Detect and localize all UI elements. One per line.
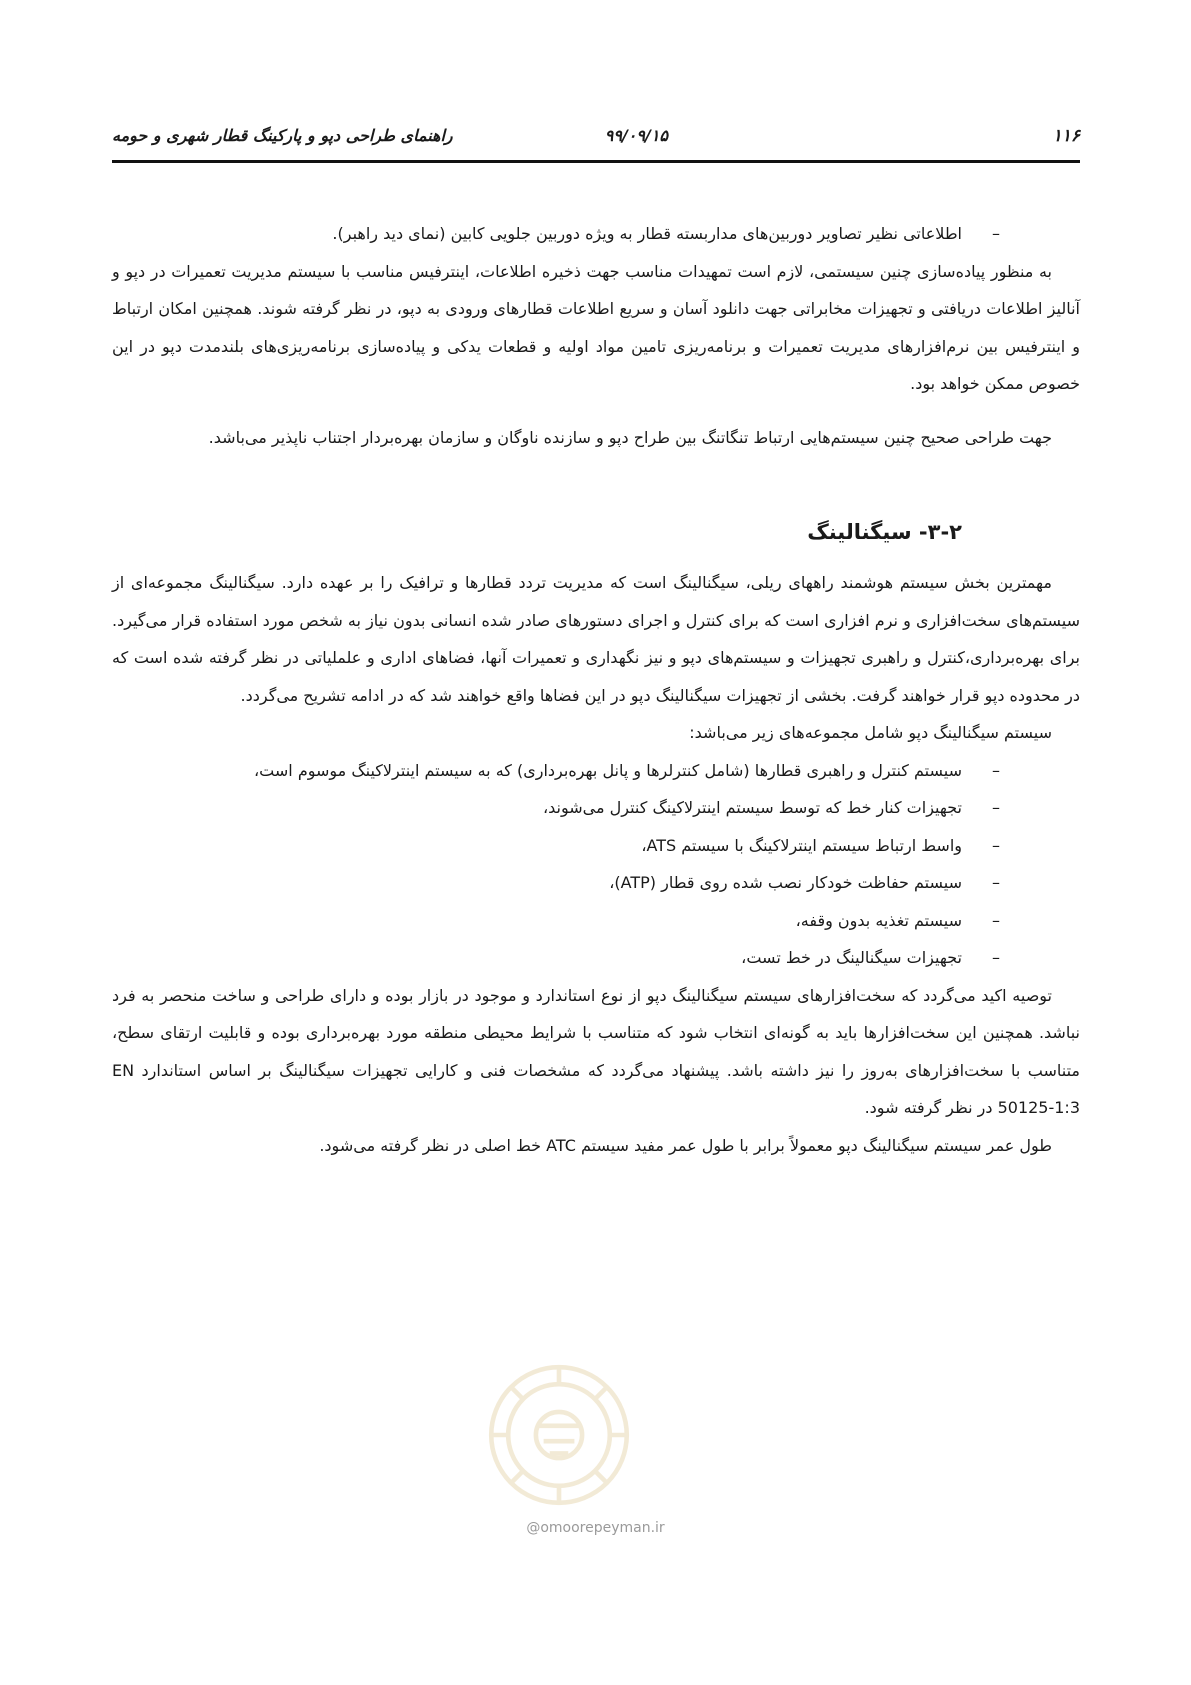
paragraph: جهت طراحی صحیح چنین سیستم‌هایی ارتباط تنگاتنگ بین طراح دپو و سازنده ناوگان و سازمان بهره‌بردار اجتناب ناپذیر می‌باشد.: [208, 427, 1052, 447]
list-item: [112, 215, 1080, 253]
document-title: راهنمای طراحی دپو و پارکینگ قطار شهری و حومه: [112, 126, 453, 145]
bullet-dash: –: [992, 873, 1000, 892]
list-item-text: تجهیزات کنار خط که توسط سیستم اینترلاکینگ کنترل می‌شوند،: [542, 798, 962, 817]
paragraph: طول عمر سیستم سیگنالینگ دپو معمولاً برابر با طول عمر مفید سیستم ATC خط اصلی در نظر گرفته می‌شود.: [319, 1135, 1052, 1155]
paragraph: به منظور پیاده‌سازی چنین سیستمی، لازم است تمهیدات مناسب جهت ذخیره اطلاعات، اینترفیس مناسب با سیستم مدیریت تعمیرات در دپو و آنالیز اطلاعات دریافتی و تجهیزات مخابراتی جهت دانلود آسان و سریع اطلاعات قطارهای ورودی به دپو، در نظر گرفته شوند. همچنین امکان ارتباط و اینترفیس بین نرم‌افزارهای مدیریت تعمیرات و برنامه‌ریزی تامین مواد اولیه و قطعات یدکی و پیاده‌سازی برنامه‌ریزی‌های بلندمدت دپو در این خصوص ممکن خواهد بود.: [112, 261, 1080, 393]
list-item-text: سیستم تغذیه بدون وقفه،: [795, 910, 962, 930]
watermark-seal-icon: [482, 1358, 636, 1512]
list-item-text: تجهیزات سیگنالینگ در خط تست،: [741, 948, 962, 967]
bullet-dash: –: [992, 835, 1000, 855]
list-item: [112, 752, 1080, 790]
list-item-text: اطلاعاتی نظیر تصاویر دوربین‌های مداربسته قطار به ویژه دوربین جلویی کابین (نمای دید راهبر).: [332, 224, 962, 243]
list-item: [112, 939, 1080, 977]
list-item: [112, 789, 1080, 827]
list-item: [112, 864, 1080, 902]
bullet-dash: –: [992, 224, 1000, 243]
paragraph: مهمترین بخش سیستم هوشمند راههای ریلی، سیگنالینگ است که مدیریت تردد قطارها و ترافیک را بر عهده دارد. سیگنالینگ مجموعه‌ای از سیستم‌های سخت‌افزاری و نرم افزاری است که برای کنترل و اجرای دستورهای صادر شده انسانی بدون نیاز به شخص مورد استفاده قرار می‌گیرد. برای بهره‌برداری،کنترل و راهبری تجهیزات و سیستم‌های دپو و نیز نگهداری و تعمیرات آنها، فضاهای اداری و علملیاتی در نظر گرفته شده است که در محدوده دپو قرار خواهند گرفت. بخشی از تجهیزات سیگنالینگ دپو در این فضاها واقع خواهند شد که در ادامه تشریح می‌گردد.: [112, 573, 1080, 705]
page-body: [112, 215, 1080, 1164]
list-item-text: سیستم کنترل و راهبری قطارها (شامل کنترلرها و پانل بهره‌برداری) که به سیستم اینترلاکینگ موسوم است،: [254, 760, 962, 780]
section-heading: ۳-۲- سیگنالینگ: [807, 520, 962, 544]
watermark-site: @omoorepeyman.ir: [526, 1520, 665, 1536]
list-item: [112, 827, 1080, 865]
list-intro: سیستم سیگنالینگ دپو شامل مجموعه‌های زیر می‌باشد:: [689, 723, 1052, 742]
list-item-text: واسط ارتباط سیستم اینترلاکینگ با سیستم ATS،: [641, 835, 962, 855]
header-date: ۹۹/۰۹/۱۵: [604, 126, 668, 145]
list-item: [112, 902, 1080, 940]
bullet-dash: –: [992, 910, 1000, 930]
page-number: ۱۱۶: [1052, 126, 1080, 146]
header-rule: [112, 160, 1080, 163]
bullet-dash: –: [992, 948, 1000, 967]
bullet-dash: –: [992, 760, 1000, 780]
paragraph: توصیه اکید می‌گردد که سخت‌افزارهای سیستم سیگنالینگ دپو از نوع استاندارد و موجود در بازار بوده و دارای طراحی و ساخت منحصر به فرد نباشد. همچنین این سخت‌افزارها باید به گونه‌ای انتخاب شود که متناسب با شرایط محیطی منطقه مورد بهره‌برداری بوده و قابلیت ارتقای سطح، متناسب با سخت‌افزارهای به‌روز را نیز داشته باشد. پیشنهاد می‌گردد که مشخصات فنی و کارایی تجهیزات سیگنالینگ بر اساس استاندارد EN 50125-1:3 در نظر گرفته شود.: [112, 985, 1080, 1117]
bullet-dash: –: [992, 798, 1000, 817]
list-item-text: سیستم حفاظت خودکار نصب شده روی قطار (ATP)،: [609, 873, 962, 892]
page-header: [112, 126, 1080, 166]
